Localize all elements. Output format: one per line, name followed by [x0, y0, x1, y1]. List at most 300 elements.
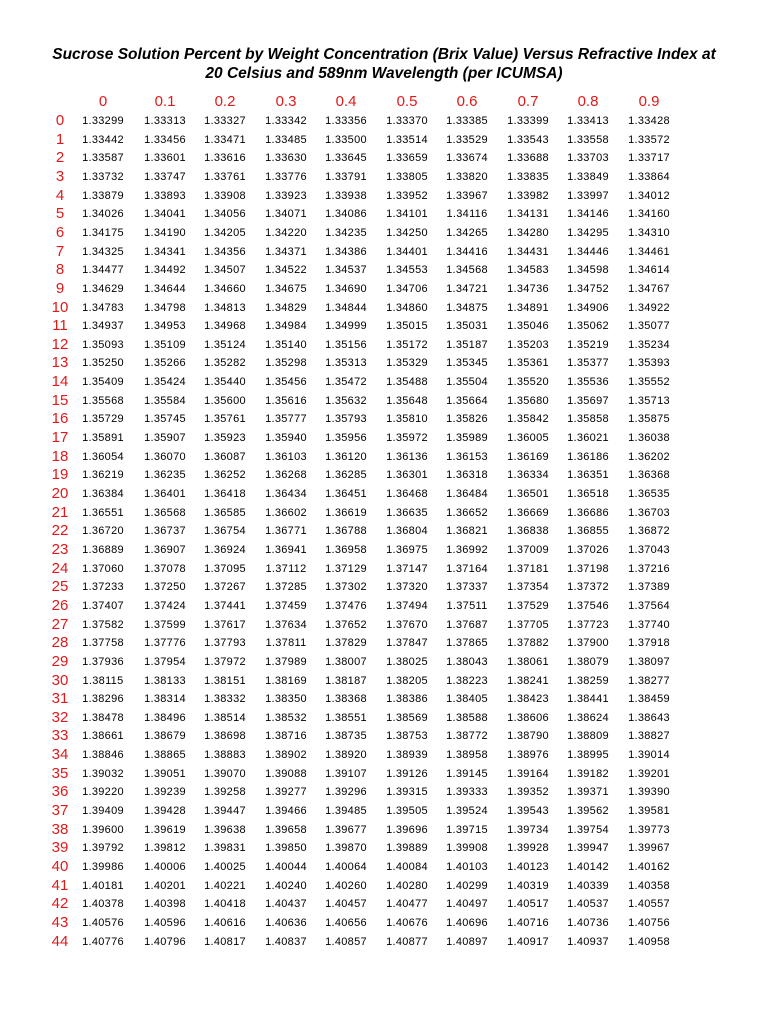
table-cell: 1.33471	[204, 133, 246, 146]
table-cell: 1.34492	[144, 264, 186, 277]
table-cell: 1.34844	[325, 301, 367, 314]
table-cell: 1.40457	[325, 898, 367, 911]
table-cell: 1.37546	[567, 599, 609, 612]
table-cell: 1.33674	[446, 152, 488, 165]
column-header: 0.8	[577, 93, 599, 110]
table-cell: 1.33923	[265, 189, 307, 202]
table-cell: 1.39600	[82, 823, 124, 836]
table-cell: 1.34583	[507, 264, 549, 277]
table-cell: 1.38205	[386, 674, 428, 687]
table-cell: 1.36054	[82, 450, 124, 463]
row-header: 7	[55, 242, 65, 260]
title-line-1: Sucrose Solution Percent by Weight Concentration (Brix Value) Versus Refractive Index at	[52, 46, 716, 63]
table-cell: 1.35858	[567, 413, 609, 426]
table-cell: 1.34431	[507, 245, 549, 258]
table-cell: 1.33428	[628, 115, 670, 127]
table-cell: 1.37972	[204, 655, 246, 668]
table-cell: 1.34220	[265, 226, 307, 239]
table-cell: 1.38478	[82, 711, 124, 724]
table-cell: 1.38277	[628, 674, 670, 687]
table-cell: 1.39619	[144, 823, 186, 836]
table-cell: 1.33558	[567, 133, 609, 146]
table-cell: 1.33908	[204, 189, 246, 202]
table-cell: 1.39967	[628, 842, 670, 855]
table-cell: 1.38790	[507, 730, 549, 743]
table-cell: 1.40006	[144, 861, 186, 873]
table-cell: 1.36434	[265, 488, 307, 500]
table-cell: 1.36924	[204, 543, 246, 556]
table-cell: 1.39239	[144, 786, 186, 799]
table-cell: 1.38976	[507, 749, 549, 762]
table-cell: 1.36771	[265, 525, 307, 538]
table-cell: 1.34205	[204, 226, 246, 239]
table-cell: 1.39201	[628, 767, 670, 780]
table-cell: 1.36005	[507, 432, 549, 445]
table-cell: 1.34356	[204, 245, 246, 258]
table-cell: 1.40477	[386, 898, 428, 911]
row-header: 24	[51, 559, 69, 577]
table-cell: 1.39014	[628, 749, 670, 762]
table-cell: 1.39277	[265, 786, 307, 799]
table-cell: 1.38241	[507, 674, 549, 687]
table-cell: 1.37865	[446, 637, 488, 650]
table-cell: 1.40696	[446, 916, 488, 929]
table-cell: 1.35875	[628, 413, 670, 426]
table-cell: 1.38883	[204, 749, 246, 762]
table-cell: 1.37882	[507, 637, 549, 650]
table-cell: 1.33952	[386, 189, 428, 202]
page-title	[0, 45, 768, 83]
table-cell: 1.34341	[144, 245, 186, 258]
table-cell: 1.33703	[567, 152, 609, 165]
table-cell: 1.38133	[144, 674, 186, 687]
table-cell: 1.40776	[82, 935, 124, 948]
table-cell: 1.33342	[265, 115, 307, 127]
table-cell: 1.40857	[325, 935, 367, 948]
table-cell: 1.33572	[628, 133, 670, 146]
row-header: 23	[51, 540, 69, 558]
table-cell: 1.35156	[325, 338, 367, 351]
table-cell: 1.35140	[265, 338, 307, 351]
table-cell: 1.38920	[325, 749, 367, 762]
table-cell: 1.35440	[204, 376, 246, 389]
table-cell: 1.38643	[628, 711, 670, 724]
table-cell: 1.35093	[82, 338, 124, 351]
table-cell: 1.39524	[446, 805, 488, 818]
table-cell: 1.33805	[386, 170, 428, 183]
table-cell: 1.35219	[567, 338, 609, 351]
table-cell: 1.40378	[82, 898, 124, 911]
table-cell: 1.37164	[446, 562, 488, 575]
table-cell: 1.34131	[507, 208, 549, 221]
table-cell: 1.39070	[204, 767, 246, 780]
table-cell: 1.33456	[144, 133, 186, 146]
table-cell: 1.38809	[567, 730, 609, 743]
row-header: 1	[55, 130, 65, 148]
table-cell: 1.35600	[204, 394, 246, 407]
table-cell: 1.36754	[204, 525, 246, 538]
table-cell: 1.34386	[325, 245, 367, 258]
table-cell: 1.38259	[567, 674, 609, 687]
table-cell: 1.35345	[446, 357, 488, 370]
table-cell: 1.37758	[82, 637, 124, 650]
table-cell: 1.35172	[386, 338, 428, 351]
table-cell: 1.36038	[628, 432, 670, 445]
table-cell: 1.33587	[82, 152, 124, 165]
table-cell: 1.38661	[82, 730, 124, 743]
table-cell: 1.35203	[507, 338, 549, 351]
table-cell: 1.35632	[325, 394, 367, 407]
table-cell: 1.35956	[325, 432, 367, 445]
table-cell: 1.35377	[567, 357, 609, 370]
table-cell: 1.39164	[507, 767, 549, 780]
table-cell: 1.38386	[386, 693, 428, 706]
table-cell: 1.36070	[144, 450, 186, 463]
row-header: 22	[51, 522, 69, 540]
table-cell: 1.36384	[82, 488, 124, 500]
table-cell: 1.35124	[204, 338, 246, 351]
table-cell: 1.34507	[204, 264, 246, 277]
table-cell: 1.36975	[386, 543, 428, 556]
table-cell: 1.40201	[144, 879, 186, 892]
table-cell: 1.34644	[144, 282, 186, 295]
table-cell: 1.38588	[446, 711, 488, 724]
table-cell: 1.35923	[204, 432, 246, 445]
table-cell: 1.39850	[265, 842, 307, 855]
table-cell: 1.38865	[144, 749, 186, 762]
table-cell: 1.33485	[265, 133, 307, 146]
table-cell: 1.39352	[507, 786, 549, 799]
table-cell: 1.36451	[325, 488, 367, 500]
table-cell: 1.33820	[446, 170, 488, 183]
table-cell: 1.36872	[628, 525, 670, 538]
table-cell: 1.35568	[82, 394, 124, 407]
table-cell: 1.34629	[82, 282, 124, 295]
table-cell: 1.38115	[82, 674, 124, 687]
table-cell: 1.33967	[446, 189, 488, 202]
table-cell: 1.35826	[446, 413, 488, 426]
table-cell: 1.33732	[82, 170, 124, 183]
table-cell: 1.34553	[386, 264, 428, 277]
table-cell: 1.39296	[325, 786, 367, 799]
table-cell: 1.33717	[628, 152, 670, 165]
row-header: 8	[55, 261, 65, 279]
table-cell: 1.38958	[446, 749, 488, 762]
table-cell: 1.40044	[265, 861, 307, 873]
table-cell: 1.40064	[325, 861, 367, 873]
table-cell: 1.39409	[82, 805, 124, 818]
table-cell: 1.37267	[204, 581, 246, 594]
table-cell: 1.38551	[325, 711, 367, 724]
table-cell: 1.33514	[386, 133, 428, 146]
row-header: 18	[51, 447, 69, 465]
table-cell: 1.34690	[325, 282, 367, 295]
row-header: 29	[51, 652, 69, 670]
table-cell: 1.34721	[446, 282, 488, 295]
table-cell: 1.35552	[628, 376, 670, 389]
table-cell: 1.40557	[628, 898, 670, 911]
table-cell: 1.38496	[144, 711, 186, 724]
table-cell: 1.40596	[144, 916, 186, 929]
table-cell: 1.34568	[446, 264, 488, 277]
table-cell: 1.40084	[386, 861, 428, 873]
table-cell: 1.34999	[325, 320, 367, 333]
table-cell: 1.37564	[628, 599, 670, 612]
table-cell: 1.36186	[567, 450, 609, 463]
table-cell: 1.40517	[507, 898, 549, 911]
table-cell: 1.37216	[628, 562, 670, 575]
table-cell: 1.36568	[144, 506, 186, 519]
table-cell: 1.37829	[325, 637, 367, 650]
table-cell: 1.35680	[507, 394, 549, 407]
table-cell: 1.40418	[204, 898, 246, 911]
table-cell: 1.37494	[386, 599, 428, 612]
table-cell: 1.35972	[386, 432, 428, 445]
table-cell: 1.34984	[265, 320, 307, 333]
table-cell: 1.37634	[265, 618, 307, 631]
table-cell: 1.39812	[144, 842, 186, 855]
row-header: 13	[51, 354, 69, 372]
table-cell: 1.34041	[144, 208, 186, 221]
table-cell: 1.39107	[325, 767, 367, 780]
table-cell: 1.39870	[325, 842, 367, 855]
table-cell: 1.37354	[507, 581, 549, 594]
table-cell: 1.38716	[265, 730, 307, 743]
row-header: 42	[51, 895, 69, 913]
table-cell: 1.35536	[567, 376, 609, 389]
table-cell: 1.34446	[567, 245, 609, 258]
table-cell: 1.39466	[265, 805, 307, 818]
table-cell: 1.34250	[386, 226, 428, 239]
table-cell: 1.36401	[144, 488, 186, 500]
table-cell: 1.34767	[628, 282, 670, 295]
table-cell: 1.37441	[204, 599, 246, 612]
table-cell: 1.34280	[507, 226, 549, 239]
row-header: 12	[51, 335, 69, 353]
table-cell: 1.38441	[567, 693, 609, 706]
row-header: 26	[51, 596, 69, 614]
table-cell: 1.39928	[507, 842, 549, 855]
table-cell: 1.36585	[204, 506, 246, 519]
table-cell: 1.37936	[82, 655, 124, 668]
table-cell: 1.40537	[567, 898, 609, 911]
table-cell: 1.40937	[567, 935, 609, 948]
row-header: 0	[55, 112, 65, 129]
table-cell: 1.39792	[82, 842, 124, 855]
table-cell: 1.38423	[507, 693, 549, 706]
table-cell: 1.36021	[567, 432, 609, 445]
table-cell: 1.40240	[265, 879, 307, 892]
table-cell: 1.37511	[446, 599, 488, 612]
row-header: 3	[55, 167, 65, 185]
table-cell: 1.33313	[144, 115, 186, 127]
table-cell: 1.34012	[628, 189, 670, 202]
table-cell: 1.35062	[567, 320, 609, 333]
table-cell: 1.33688	[507, 152, 549, 165]
table-cell: 1.37476	[325, 599, 367, 612]
row-header: 19	[51, 466, 69, 484]
row-header: 33	[51, 727, 69, 745]
row-header: 25	[51, 578, 69, 596]
table-cell: 1.35989	[446, 432, 488, 445]
table-cell: 1.38350	[265, 693, 307, 706]
table-cell: 1.37459	[265, 599, 307, 612]
table-cell: 1.38187	[325, 674, 367, 687]
table-cell: 1.39696	[386, 823, 428, 836]
table-cell: 1.34922	[628, 301, 670, 314]
table-cell: 1.40796	[144, 935, 186, 948]
table-cell: 1.35761	[204, 413, 246, 426]
table-cell: 1.35907	[144, 432, 186, 445]
table-cell: 1.36535	[628, 488, 670, 500]
table-cell: 1.35266	[144, 357, 186, 370]
table-cell: 1.34953	[144, 320, 186, 333]
table-cell: 1.36602	[265, 506, 307, 519]
table-cell: 1.36169	[507, 450, 549, 463]
table-cell: 1.38606	[507, 711, 549, 724]
table-cell: 1.40319	[507, 879, 549, 892]
table-cell: 1.35745	[144, 413, 186, 426]
table-cell: 1.39390	[628, 786, 670, 799]
table-cell: 1.37652	[325, 618, 367, 631]
table-cell: 1.36285	[325, 469, 367, 482]
table-cell: 1.36268	[265, 469, 307, 482]
table-cell: 1.33529	[446, 133, 488, 146]
table-cell: 1.40358	[628, 879, 670, 892]
table-cell: 1.36351	[567, 469, 609, 482]
row-header: 34	[51, 746, 69, 764]
table-cell: 1.36669	[507, 506, 549, 519]
table-cell: 1.36889	[82, 543, 124, 556]
column-header: 0.9	[638, 93, 660, 110]
table-cell: 1.36518	[567, 488, 609, 500]
table-cell: 1.40958	[628, 935, 670, 948]
table-cell: 1.38679	[144, 730, 186, 743]
table-cell: 1.39485	[325, 805, 367, 818]
table-cell: 1.35664	[446, 394, 488, 407]
table-cell: 1.40162	[628, 861, 670, 873]
table-cell: 1.40897	[446, 935, 488, 948]
row-header: 2	[55, 149, 65, 167]
table-cell: 1.36252	[204, 469, 246, 482]
table-cell: 1.37060	[82, 562, 124, 575]
table-cell: 1.39051	[144, 767, 186, 780]
table-cell: 1.40437	[265, 898, 307, 911]
table-cell: 1.37918	[628, 637, 670, 650]
table-cell: 1.34056	[204, 208, 246, 221]
table-cell: 1.37095	[204, 562, 246, 575]
table-cell: 1.34477	[82, 264, 124, 277]
table-cell: 1.39428	[144, 805, 186, 818]
table-cell: 1.36686	[567, 506, 609, 519]
table-cell: 1.39658	[265, 823, 307, 836]
row-header: 20	[51, 485, 69, 502]
table-cell: 1.33776	[265, 170, 307, 183]
table-cell: 1.34829	[265, 301, 307, 314]
table-cell: 1.38459	[628, 693, 670, 706]
table-cell: 1.40280	[386, 879, 428, 892]
table-cell: 1.35456	[265, 376, 307, 389]
table-cell: 1.34860	[386, 301, 428, 314]
table-cell: 1.33761	[204, 170, 246, 183]
table-cell: 1.34906	[567, 301, 609, 314]
table-cell: 1.39126	[386, 767, 428, 780]
table-cell: 1.40339	[567, 879, 609, 892]
table-cell: 1.33299	[82, 115, 124, 127]
table-cell: 1.36202	[628, 450, 670, 463]
row-header: 41	[51, 876, 69, 894]
table-cell: 1.40917	[507, 935, 549, 948]
table-cell: 1.38514	[204, 711, 246, 724]
table-cell: 1.33659	[386, 152, 428, 165]
table-cell: 1.35472	[325, 376, 367, 389]
row-header: 38	[51, 820, 69, 838]
table-cell: 1.38569	[386, 711, 428, 724]
table-cell: 1.33442	[82, 133, 124, 146]
table-cell: 1.34783	[82, 301, 124, 314]
table-cell: 1.33938	[325, 189, 367, 202]
table-cell: 1.37078	[144, 562, 186, 575]
table-cell: 1.37302	[325, 581, 367, 594]
table-cell: 1.34071	[265, 208, 307, 221]
table-cell: 1.39333	[446, 786, 488, 799]
table-cell: 1.36120	[325, 450, 367, 463]
table-cell: 1.39505	[386, 805, 428, 818]
table-cell: 1.40299	[446, 879, 488, 892]
table-cell: 1.34310	[628, 226, 670, 239]
table-cell: 1.37776	[144, 637, 186, 650]
table-cell: 1.36334	[507, 469, 549, 482]
table-cell: 1.38061	[507, 655, 549, 668]
table-cell: 1.35109	[144, 338, 186, 351]
table-cell: 1.36941	[265, 543, 307, 556]
table-cell: 1.34968	[204, 320, 246, 333]
table-cell: 1.39088	[265, 767, 307, 780]
row-header: 10	[51, 298, 69, 316]
table-cell: 1.34522	[265, 264, 307, 277]
table-cell: 1.34891	[507, 301, 549, 314]
table-cell: 1.36468	[386, 488, 428, 500]
table-cell: 1.39677	[325, 823, 367, 836]
table-cell: 1.39947	[567, 842, 609, 855]
table-cell: 1.39447	[204, 805, 246, 818]
table-cell: 1.37009	[507, 543, 549, 556]
table-cell: 1.38296	[82, 693, 124, 706]
table-cell: 1.38624	[567, 711, 609, 724]
row-header: 5	[55, 205, 65, 223]
table-cell: 1.37670	[386, 618, 428, 631]
table-cell: 1.35409	[82, 376, 124, 389]
table-cell: 1.40656	[325, 916, 367, 929]
table-cell: 1.35046	[507, 320, 549, 333]
table-cell: 1.39638	[204, 823, 246, 836]
row-header: 36	[51, 783, 69, 801]
table-cell: 1.39986	[82, 861, 124, 873]
table-cell: 1.37599	[144, 618, 186, 631]
table-cell: 1.40142	[567, 861, 609, 873]
table-cell: 1.34660	[204, 282, 246, 295]
table-cell: 1.39581	[628, 805, 670, 818]
table-cell: 1.40716	[507, 916, 549, 929]
table-cell: 1.39145	[446, 767, 488, 780]
table-cell: 1.33849	[567, 170, 609, 183]
table-cell: 1.40123	[507, 861, 549, 873]
table-cell: 1.35488	[386, 376, 428, 389]
table-cell: 1.34160	[628, 208, 670, 221]
table-cell: 1.36551	[82, 506, 124, 519]
table-cell: 1.39715	[446, 823, 488, 836]
table-cell: 1.36652	[446, 506, 488, 519]
